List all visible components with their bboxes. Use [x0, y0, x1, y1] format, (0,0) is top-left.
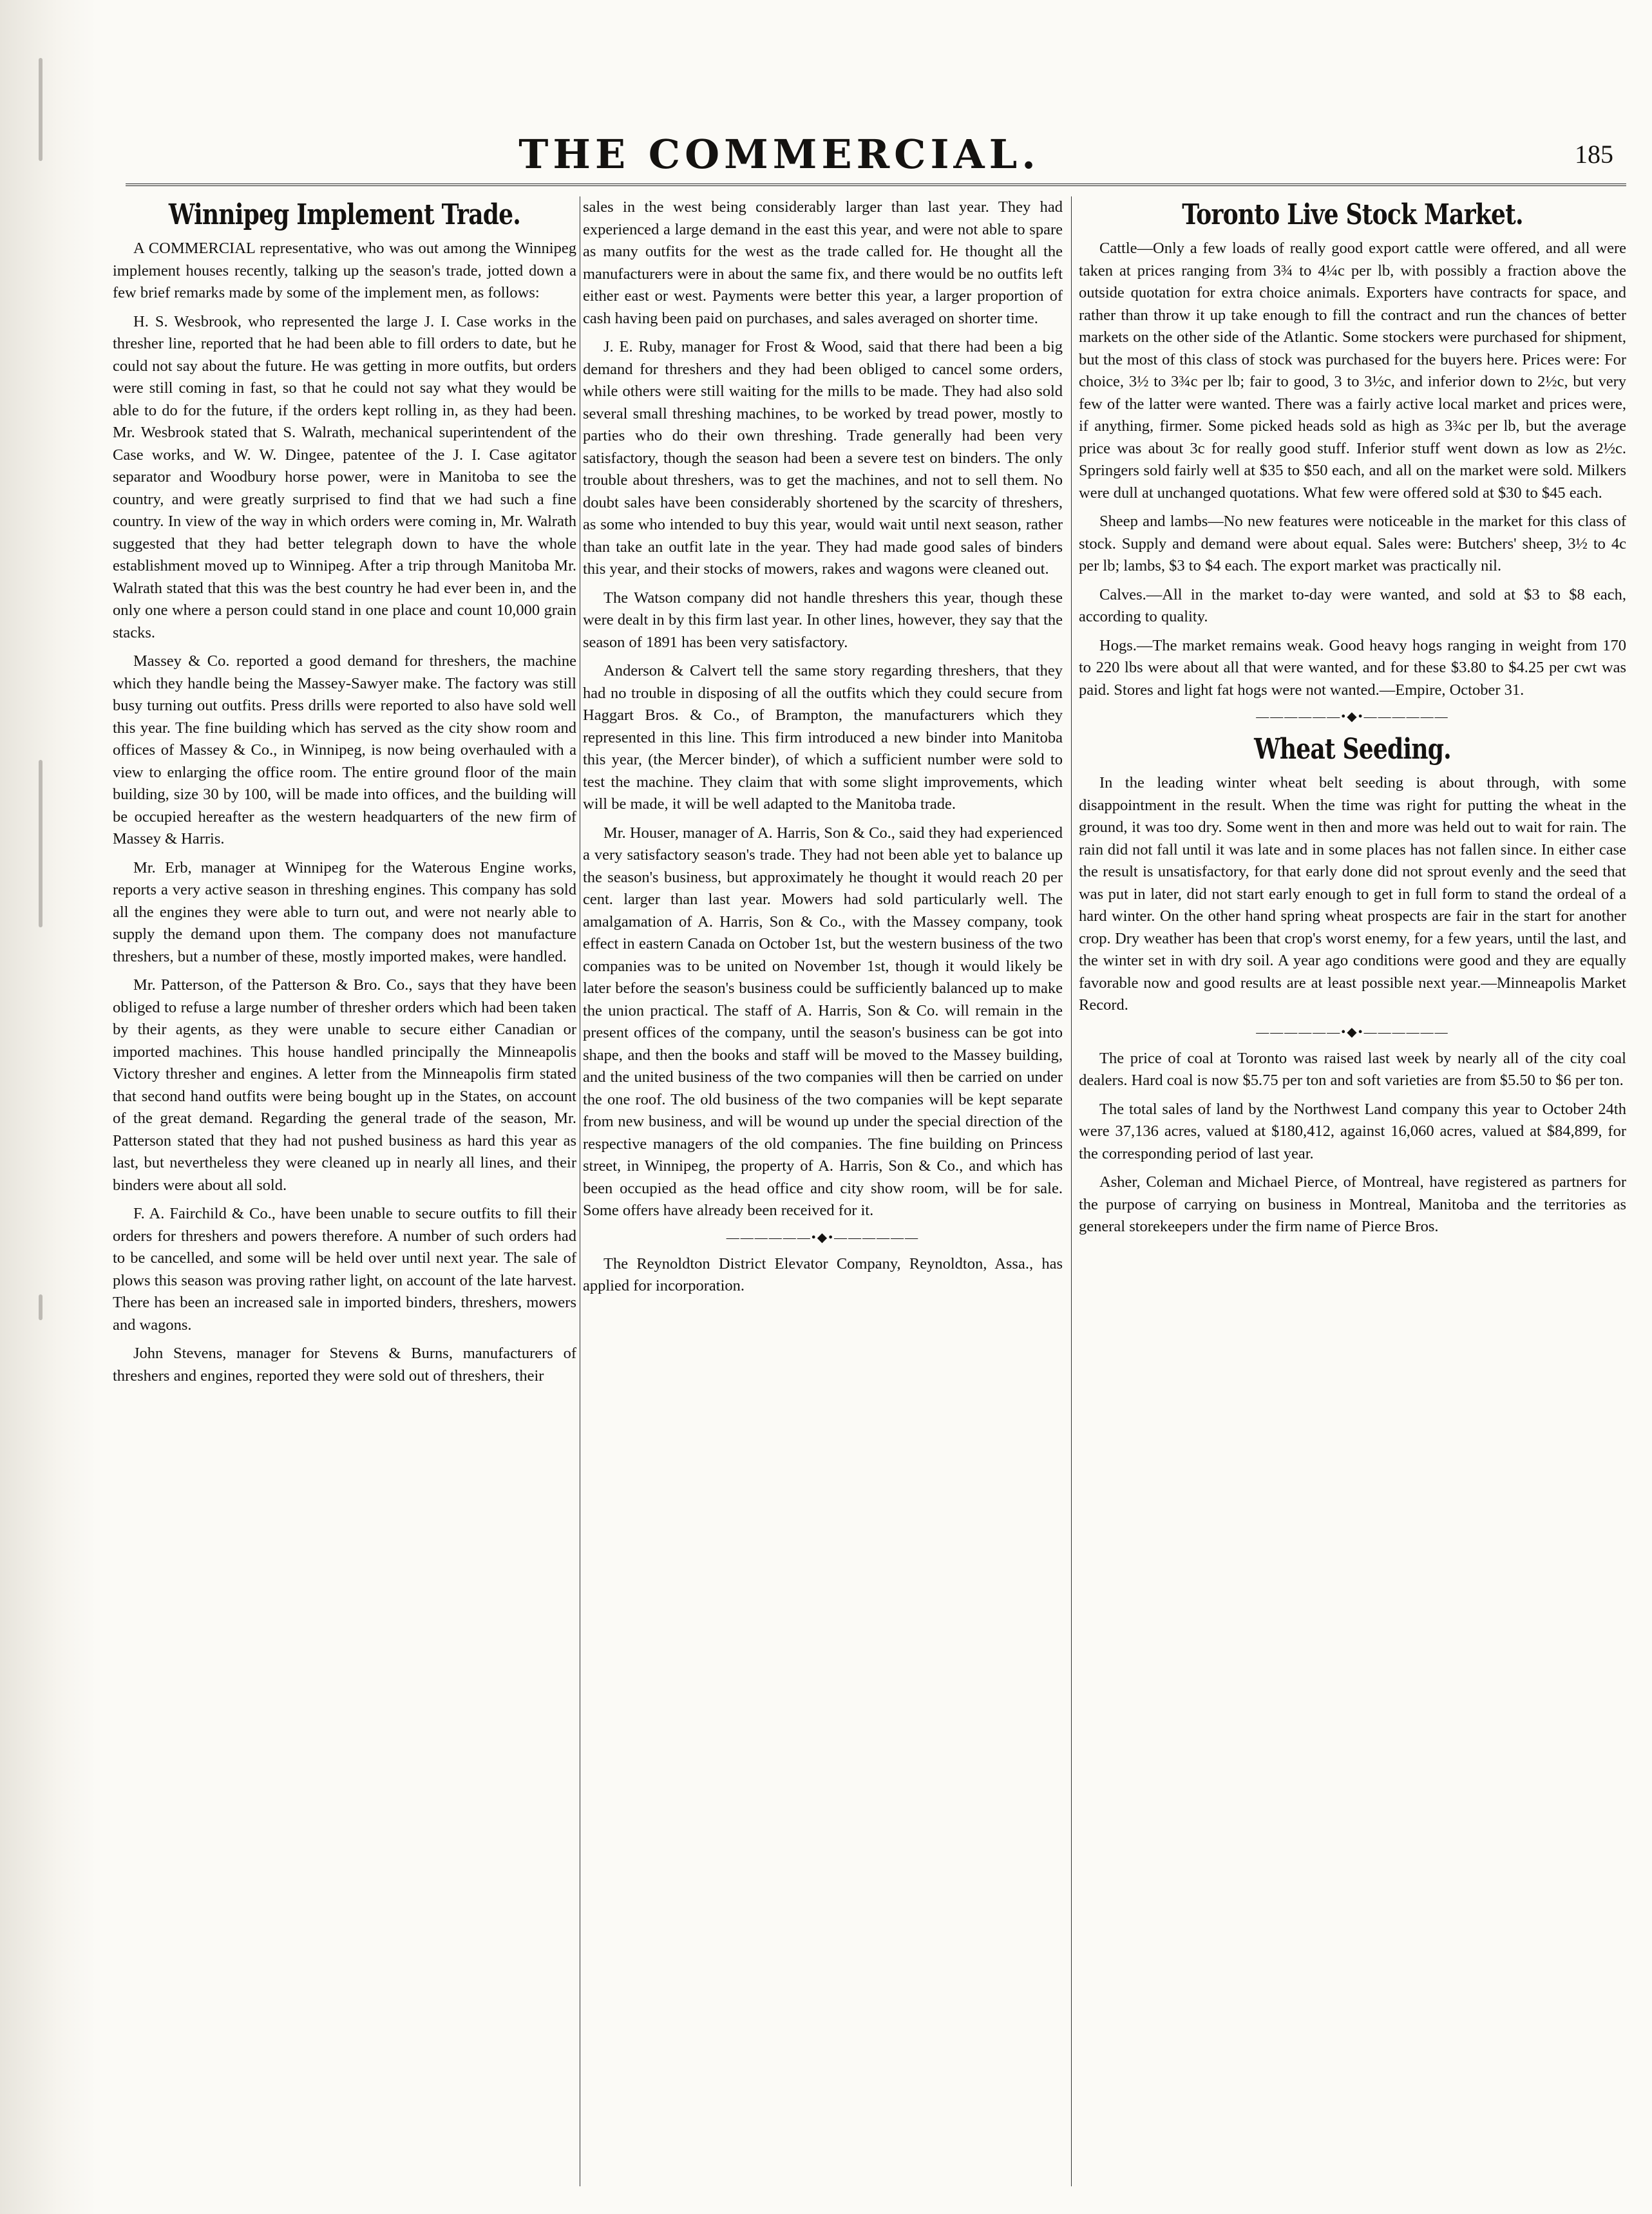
paragraph: Hogs.—The market remains weak. Good heavy hogs ranging in weight from 170 to 220 lbs were about all that were wanted, and for these $3.80 to $4.25 per cwt was paid. Stores and light fat hogs were not wanted.—Empire, October 31.: [1079, 636, 1626, 699]
paragraph: In the leading winter wheat belt seeding is about through, with some disappointment in the result. When the time was right for putting the wheat in the ground, it was too dry. Some went in then and more was held out to wait for rain. The rain did not fall until it was late and in some places has not fallen since. In either case the result is unsatisfactory, for that early done did not sprout evenly and the seed that was put in later, did not start early enough to get in full form to stand the ordeal of a hard winter. On the other hand spring wheat prospects are fair in the start for another crop. Dry weather has been that crop's worst enemy, for a few years, until the last, and the winter set in with dry soil. A year ago conditions were good and they are equally favorable now and good results are at least possible next year.—Minneapolis Market Record.: [1079, 774, 1626, 1014]
paragraph: Sheep and lambs—No new features were noticeable in the market for this class of stock. Supply and demand were about equal. Sales were: Butchers' sheep, 3½ to 4c per lb; lambs, $3 to $4 each. The export market was practically nil.: [1079, 513, 1626, 574]
paragraph: Massey & Co. reported a good demand for threshers, the machine which they handle being the Massey-Sawyer make. The factory was still busy turning out outfits. Press drills were reported to also have sold well this year. The fine building which has served as the city show room and offices of Massey & Co., in Winnipeg, is now being overhauled with a view to enlarging the office room. The entire ground floor of the main building, size 30 by 100, will be made into offices, and the building will be occupied hereafter as the western headquarters of the new firm of Massey & Harris.: [113, 652, 576, 847]
separator-ornament: ——————•◆•——————: [726, 1230, 920, 1245]
paragraph: A COMMERCIAL representative, who was out among the Winnipeg implement houses recently, talking up the season's trade, jotted down a few brief remarks made by some of the implement men, as follows:: [113, 240, 576, 301]
scan-mark: [39, 1294, 43, 1320]
paragraph: Mr. Houser, manager of A. Harris, Son & Co., said they had experienced a very satisfactory season's trade. They had not been able yet to balance up the season's business, but approximately he thought it would reach 20 per cent. larger than last year. Mowers had sold particularly well. The amalgamation of A. Harris, Son & Co., with the Massey company, took effect in eastern Canada on October 1st, but the western business of the two companies was to be united on November 1st, though it would likely be later before the season's business could be sufficiently balanced up to make the union practical. The staff of A. Harris, Son & Co. will remain in the present offices of the company, until the season's business can be got into shape, and then the books and staff will be moved to the Massey building, and the united business of the two companies will then be carried on under the one roof. The old business of the two companies will be kept separate from new business, and will be wound up under the special direction of the respective managers of the old companies. The fine building on Princess street, in Winnipeg, the property of A. Harris, Son & Co., and which has been occupied as the head office and city show room, will be for sale. Some offers have already been received for it.: [583, 824, 1063, 1219]
paragraph: Calves.—All in the market to-day were wanted, and sold at $3 to $8 each, according to quality.: [1079, 585, 1626, 625]
paragraph: H. S. Wesbrook, who represented the large J. I. Case works in the thresher line, reported that he had been able to fill orders to date, but he could not say about the future. He was getting in more outfits, but orders were still coming in fast, so that he could not say what they would be able to do for the future, if the orders kept rolling in, as they had been. Mr. Wesbrook stated that S. Walrath, mechanical superintendent of the Case works, and W. W. Dingee, patentee of the J. I. Case agitator separator and Woodbury horse power, were in Manitoba to see the country, and were greatly surprised to find that we had such a fine country. In view of the way in which orders were coming in, Mr. Walrath suggested that they had better telegraph down to have the whole establishment moved up to Winnipeg. After a trip through Manitoba Mr. Walrath stated that this was the best country he had ever been in, and the only one where a person could stand in one place and count 10,000 grain stacks.: [113, 312, 576, 641]
paragraph: Anderson & Calvert tell the same story regarding threshers, that they had no trouble in disposing of all the outfits which they could secure from Haggart Bros. & Co., of Brampton, the manufacturers which they represented in this line. This firm introduced a new binder into Manitoba this year, (the Mercer binder), of which a sufficient number were sold to test the machine. They claim that with some slight improvements, which will be made, it will be well adapted to the Manitoba trade.: [583, 662, 1063, 813]
paragraph: The total sales of land by the Northwest Land company this year to October 24th were 37,136 acres, valued at $180,412, against 16,060 acres, valued at $84,899, for the corresponding period of last year.: [1079, 1100, 1626, 1162]
separator-ornament: ——————•◆•——————: [1256, 710, 1449, 724]
paragraph: F. A. Fairchild & Co., have been unable to secure outfits to fill their orders for threshers and powers therefore. A number of such orders had to be cancelled, and some will be held over until next year. The sale of plows this season was proving rather light, on account of the late harvest. There has been an increased sale in imported binders, threshers, mowers and wagons.: [113, 1205, 576, 1334]
page-number: 185: [1575, 140, 1613, 169]
paragraph: Asher, Coleman and Michael Pierce, of Montreal, have registered as partners for the purpose of carrying on business in Montreal, Manitoba and the territories as general storekeepers under the firm name of Pierce Bros.: [1079, 1173, 1626, 1235]
paragraph: Mr. Erb, manager at Winnipeg for the Waterous Engine works, reports a very active season in threshing engines. This company has sold all the engines they were able to turn out, and were not nearly able to supply the demand upon them. The company does not manufacture threshers, but a number of these, mostly imported makes, were handled.: [113, 858, 576, 965]
paragraph: The price of coal at Toronto was raised last week by nearly all of the city coal dealers. Hard coal is now $5.75 per ton and soft varieties are from $5.50 to $6 per ton.: [1079, 1049, 1626, 1089]
column-2: [583, 196, 1063, 2186]
paragraph: Cattle—Only a few loads of really good export cattle were offered, and all were taken at prices ranging from 3¾ to 4¼c per lb, with possibly a fraction above the outside quotation for extra choice animals. Exporters have contracts for space, and rather than throw it up take enough to fill the contract and run the chances of better markets on the other side of the Atlantic. Some stockers were purchased for shipment, but the most of this class of stock was purchased for the buyers here. Prices were: For choice, 3½ to 3¾c per lb; fair to good, 3 to 3½c, and inferior down to 2½c, but very few of the latter were wanted. There was a fairly active local market and prices were, if anything, firmer. Some picked heads sold as high as 3¾c per lb, but the average price was about 3c for really good stuff. Inferior stuff went down as low as 2½c. Springers sold fairly well at $35 to $50 each, and all on the market were sold. Milkers were dull at unchanged quotations. What few were offered sold at $30 to $45 each.: [1079, 240, 1626, 502]
article-heading: Toronto Live Stock Market.: [1182, 198, 1523, 231]
header-rule: [126, 184, 1626, 186]
article-heading: Wheat Seeding.: [1254, 733, 1451, 766]
paragraph: Mr. Patterson, of the Patterson & Bro. Co., says that they have been obliged to refuse a large number of thresher orders which had been taken by their agents, as they were unable to secure either Canadian or imported machines. This house handled principally the Minneapolis Victory thresher and engines. A letter from the Minneapolis firm stated that second hand outfits were being bought up in the States, on account of the great demand. Regarding the general trade of the season, Mr. Patterson stated that they had not pushed business as hard this year as last, but nevertheless they were cleaned up in nearly all lines, and their binders were about all sold.: [113, 976, 576, 1194]
scan-mark: [39, 760, 43, 927]
paragraph: sales in the west being considerably larger than last year. They had experienced a large demand in the east this year, and were not able to spare as many outfits for the west as the trade called for. He thought all the manufacturers were in about the same fix, and there would be no outfits left either east or west. Payments were better this year, a larger proportion of cash having been paid on purchases, and sales averaged on shorter time.: [583, 198, 1063, 327]
paragraph: The Reynoldton District Elevator Company, Reynoldton, Assa., has applied for incorporation.: [583, 1254, 1063, 1294]
column-rule: [1071, 196, 1072, 2186]
separator-ornament: ——————•◆•——————: [1256, 1025, 1449, 1039]
newspaper-title: THE COMMERCIAL.: [518, 131, 1040, 178]
scan-edge: [0, 0, 97, 2214]
column-3: [1079, 196, 1626, 2186]
masthead: [0, 129, 1652, 180]
column-1: [113, 196, 576, 2186]
paragraph: The Watson company did not handle threshers this year, though these were dealt in by this firm last year. In other lines, however, they say that the season of 1891 has been very satisfactory.: [583, 589, 1063, 651]
paragraph: J. E. Ruby, manager for Frost & Wood, said that there had been a big demand for threshers and they had been obliged to cancel some orders, while others were still waiting for the mills to be made. They had also sold several small threshing machines, to be worked by tread power, mostly to parties who do their own threshing. Trade generally had been very satisfactory, though the season had been a severe test on binders. The only trouble about threshers, was to get the machines, and not to sell them. No doubt sales have been considerably shortened by the scarcity of threshers, as some who intended to buy this year, would wait until next season, rather than take an outfit late in the year. They had made good sales of binders this year, and their stocks of mowers, rakes and wagons were cleaned out.: [583, 338, 1063, 578]
paragraph: John Stevens, manager for Stevens & Burns, manufacturers of threshers and engines, reported they were sold out of threshers, their: [113, 1345, 576, 1385]
article-heading: Winnipeg Implement Trade.: [168, 198, 521, 231]
